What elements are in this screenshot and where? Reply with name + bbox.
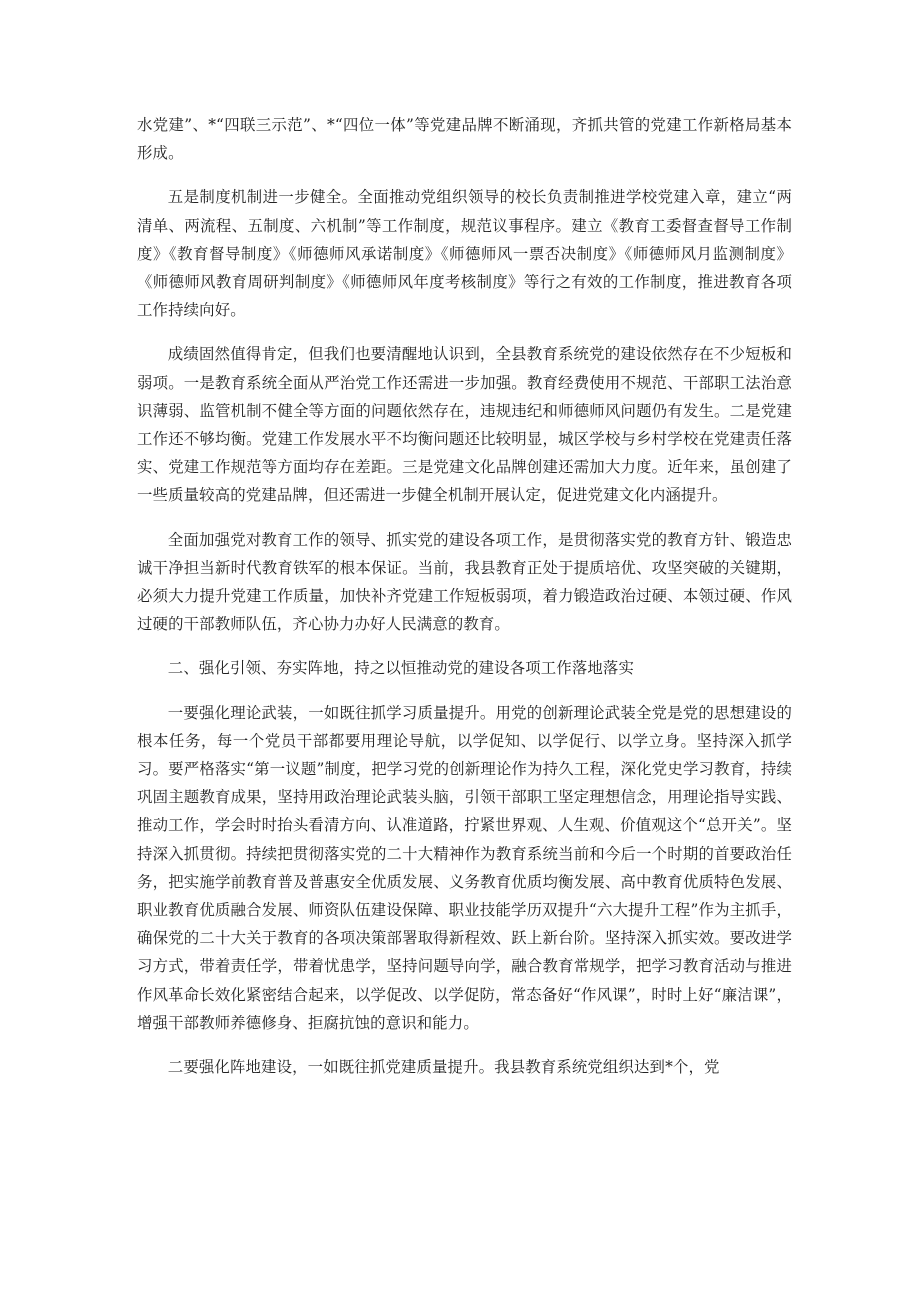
paragraph-institutional-mechanisms: 五是制度机制进一步健全。全面推动党组织领导的校长负责制推进学校党建入章，建立“两清单、两流程、五制度、六机制”等工作制度，规范议事程序。建立《教育工委督查督导工作制度》《教育督导制度》《师德师风承诺制度》《师德师风一票否决制度》《师德师风月监测制度》《师德师风教育周研判制度》《师德师风年度考核制度》等行之有效的工作制度，推进教育各项工作持续向好。	[137, 188, 792, 320]
paragraph-shortcomings: 成绩固然值得肯定，但我们也要清醒地认识到，全县教育系统党的建设依然存在不少短板和弱项。一是教育系统全面从严治党工作还需进一步加强。教育经费使用不规范、干部职工法治意识薄弱、监管机制不健全等方面的问题依然存在，违规违纪和师德师风问题仍有发生。二是党建工作还不够均衡。党建工作发展水平不均衡问题还比较明显，城区学校与乡村学校在党建责任落实、党建工作规范等方面均存在差距。三是党建文化品牌创建还需加大力度。近年来，虽创建了一些质量较高的党建品牌，但还需进一步健全机制开展认定，促进党建文化内涵提升。	[137, 345, 792, 505]
section-heading-2: 二、强化引领、夯实阵地，持之以恒推动党的建设各项工作落地落实	[167, 659, 635, 678]
paragraph-leadership-guarantee: 全面加强党对教育工作的领导、抓实党的建设各项工作，是贯彻落实党的教育方针、锻造忠诚干净担当新时代教育铁军的根本保证。当前，我县教育正处于提质培优、攻坚突破的关键期，必须大力提升党建工作质量，加快补齐党建工作短板弱项，着力锻造政治过硬、本领过硬、作风过硬的干部教师队伍，齐心协力办好人民满意的教育。	[137, 530, 792, 634]
paragraph-theory-study: 一要强化理论武装，一如既往抓学习质量提升。用党的创新理论武装全党是党的思想建设的根本任务，每一个党员干部都要用理论导航，以学促知、以学促行、以学立身。坚持深入抓学习。要严格落实“第一议题”制度，把学习党的创新理论作为持久工程，深化党史学习教育，持续巩固主题教育成果，坚持用政治理论武装头脑，引领干部职工坚定理想信念，用理论指导实践、推动工作，学会时时抬头看清方向、认准道路，拧紧世界观、人生观、价值观这个“总开关”。坚持深入抓贯彻。持续把贯彻落实党的二十大精神作为教育系统当前和今后一个时期的首要政治任务，把实施学前教育普及普惠安全优质发展、义务教育优质均衡发展、高中教育优质特色发展、职业教育优质融合发展、师资队伍建设保障、职业技能学历双提升“六大提升工程”作为主抓手，确保党的二十大关于教育的各项决策部署取得新程效、跃上新台阶。坚持深入抓实效。要改进学习方式，带着责任学，带着忧患学，坚持问题导向学，融合教育常规学，把学习教育活动与推进作风革命长效化紧密结合起来，以学促改、以学促防，常态备好“作风课”，时时上好“廉洁课”，增强干部教师养德修身、拒腐抗蚀的意识和能力。	[137, 703, 792, 1032]
document-body	[137, 111, 792, 1097]
paragraph-brand-continuation: 水党建”、*“四联三示范”、*“四位一体”等党建品牌不断涌现，齐抓共管的党建工作新格局基本形成。	[137, 116, 792, 163]
paragraph-position-building: 二要强化阵地建设，一如既往抓党建质量提升。我县教育系统党组织达到*个，党	[167, 1058, 720, 1077]
